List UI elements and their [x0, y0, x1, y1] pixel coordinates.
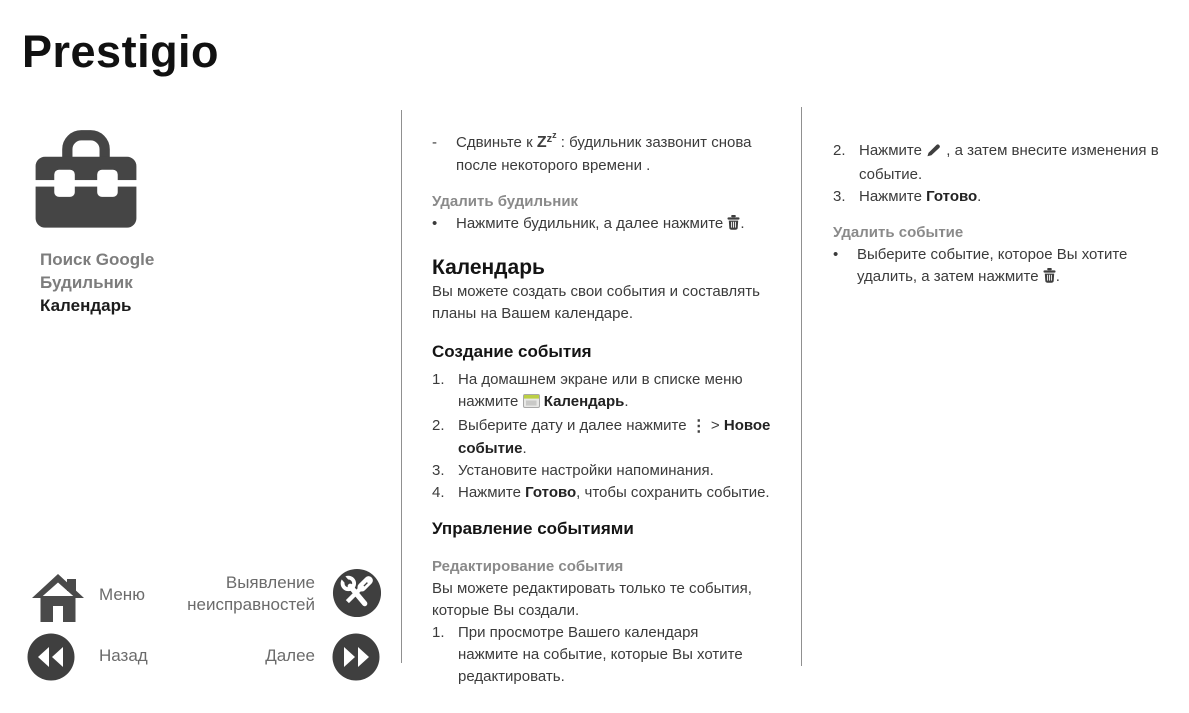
step-text: , а затем внесите изменения в: [942, 142, 1159, 159]
delete-event-instruction: [833, 244, 1163, 290]
delete-event-text: удалить, а затем нажмите: [857, 268, 1043, 285]
step-number: 2.: [432, 417, 445, 434]
snooze-text-pre: Сдвиньте к: [456, 134, 537, 151]
step-text: Установите настройки напоминания.: [458, 462, 714, 479]
step-number: 1.: [432, 624, 445, 641]
delete-event-text-end: .: [1055, 268, 1060, 285]
nav-troubleshoot-label[interactable]: [175, 572, 315, 616]
delete-alarm-text-end: .: [740, 215, 745, 232]
prestigio-logo: Prestigio: [22, 26, 220, 77]
section-menu: [40, 248, 154, 317]
home-icon[interactable]: [30, 572, 86, 629]
nav-next-label[interactable]: Далее: [265, 646, 315, 665]
step-text: .: [624, 393, 629, 410]
step-text: нажмите на событие, которые Вы хотите: [458, 646, 743, 663]
menu-overflow-icon: ⋮: [690, 418, 707, 435]
step-text: На домашнем экране или в списке меню: [458, 371, 743, 388]
step-item: [432, 415, 784, 460]
step-item: [833, 140, 1163, 186]
bullet-marker: •: [432, 215, 438, 232]
step-text: Выберите дату и далее нажмите: [458, 417, 691, 434]
manage-events-heading: Управление событиями: [432, 519, 634, 538]
step-item: [833, 186, 1163, 208]
troubleshoot-line1: Выявление: [225, 573, 315, 592]
dash-marker: -: [432, 134, 437, 151]
step-text-bold: Календарь: [539, 393, 625, 410]
fast-forward-icon[interactable]: [332, 633, 380, 686]
step-item: [432, 369, 784, 415]
nav-menu-label[interactable]: Меню: [99, 585, 145, 604]
trash-icon: [727, 215, 740, 237]
middle-column: [432, 132, 784, 688]
step-text: .: [977, 188, 982, 205]
step-text: событие.: [859, 166, 923, 183]
create-event-heading: Создание события: [432, 342, 592, 361]
nav-back-label[interactable]: Назад: [99, 646, 148, 665]
bullet-marker: •: [833, 246, 839, 263]
step-number: 1.: [432, 371, 445, 388]
snooze-text-post: : будильник зазвонит снова после некоторого времени .: [456, 134, 752, 174]
step-text: Нажмите: [859, 142, 927, 159]
menu-item-alarm[interactable]: Будильник: [40, 273, 133, 292]
delete-alarm-heading: Удалить будильник: [432, 193, 579, 210]
step-item: [432, 622, 784, 688]
delete-alarm-instruction: [432, 213, 784, 237]
calendar-intro: Вы можете создать свои события и составлять планы на Вашем календаре.: [432, 283, 760, 322]
step-text: нажмите: [458, 393, 523, 410]
delete-event-heading: Удалить событие: [833, 224, 964, 241]
step-text-bold: Готово: [525, 484, 577, 501]
calendar-app-icon: [523, 393, 540, 415]
trash-icon: [1043, 268, 1056, 290]
snooze-zzz-icon: $Z^{zz}$: [536, 130, 557, 151]
delete-event-text: Выберите событие, которое Вы хотите: [857, 246, 1128, 263]
step-item: [432, 460, 784, 482]
step-number: 3.: [432, 462, 445, 479]
step-text: редактировать.: [458, 668, 565, 685]
troubleshoot-line2: неисправностей: [187, 595, 315, 614]
tools-icon[interactable]: [332, 568, 382, 623]
step-text: , чтобы сохранить событие.: [576, 484, 770, 501]
step-text-bold: Готово: [926, 188, 978, 205]
step-text: При просмотре Вашего календаря: [458, 624, 699, 641]
column-divider-left: [401, 110, 402, 663]
pencil-icon: [926, 142, 942, 164]
snooze-instruction: [432, 132, 784, 177]
edit-event-intro: Вы можете редактировать только те события, которые Вы создали.: [432, 580, 752, 619]
rewind-icon[interactable]: [27, 633, 75, 686]
step-text: Нажмите: [458, 484, 526, 501]
right-column: [833, 140, 1163, 290]
calendar-section-title: Календарь: [432, 256, 545, 279]
step-item: [432, 482, 784, 504]
menu-item-google-search[interactable]: Поиск Google: [40, 250, 155, 269]
create-event-steps: [432, 369, 784, 504]
step-number: 3.: [833, 188, 846, 205]
step-text-bold: Новое событие: [458, 417, 771, 457]
step-number: 2.: [833, 142, 846, 159]
toolbox-icon: [30, 128, 142, 239]
step-text: .: [522, 440, 527, 457]
step-text: Нажмите: [859, 188, 927, 205]
delete-alarm-text: Нажмите будильник, а далее нажмите: [456, 215, 728, 232]
edit-event-heading: Редактирование события: [432, 558, 624, 575]
step-number: 4.: [432, 484, 445, 501]
column-divider-right: [801, 107, 802, 666]
menu-item-calendar[interactable]: Календарь: [40, 296, 132, 315]
step-text: >: [706, 417, 724, 434]
